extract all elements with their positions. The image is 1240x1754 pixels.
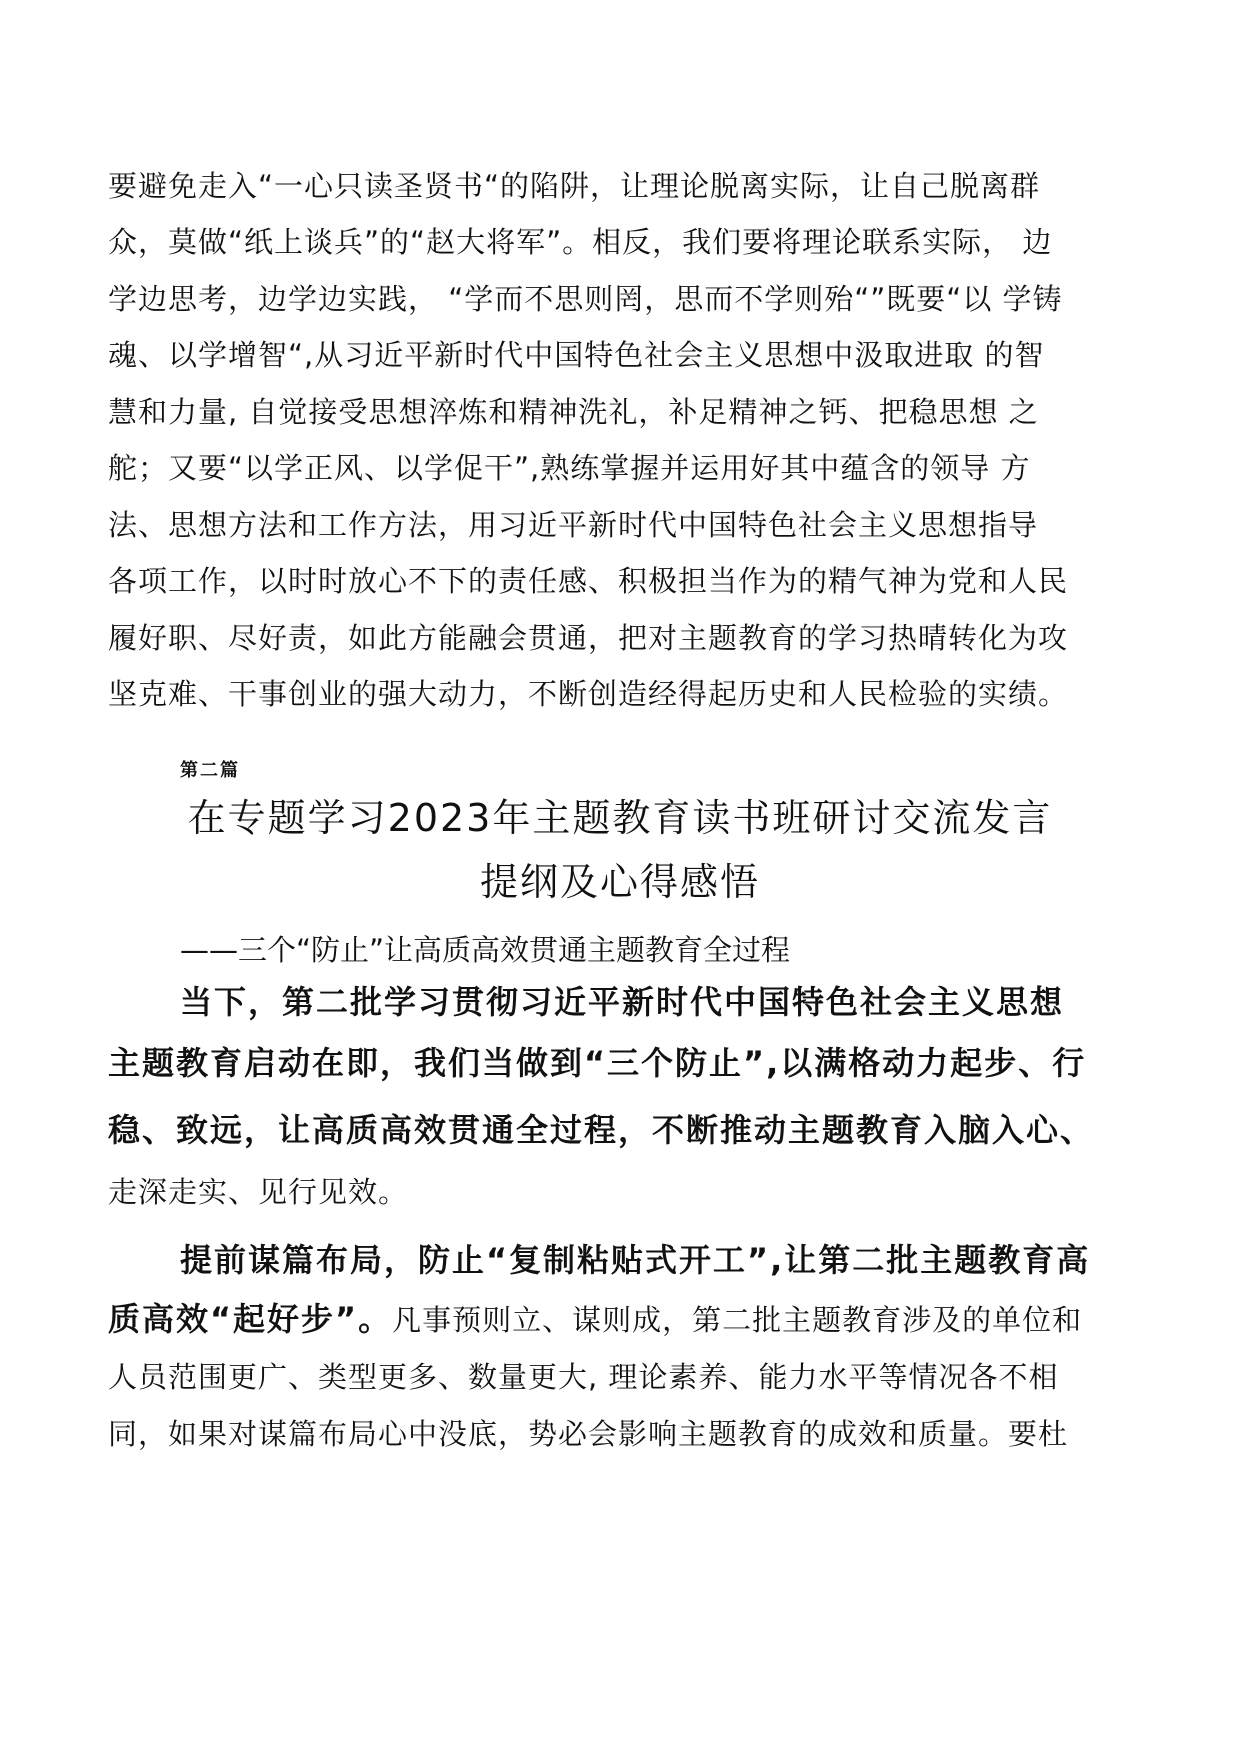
paragraph-line: 要避免走入“一心只读圣贤书“的陷阱，让理论脱离实际，让自己脱离群 [108,169,1041,203]
paragraph-line: 舵；又要“以学正风、以学促干”,熟练掌握并运用好其中蕴含的领导 方 [108,451,1031,485]
document-title-line-2: 提纲及心得感悟 [479,860,760,904]
section2-line: 人员范围更广、类型更多、数量更大, 理论素养、能力水平等情况各不相 [108,1360,1059,1394]
section2-text: 凡事预则立、谋则成，第二批主题教育涉及的单位和 [392,1303,1083,1337]
paragraph-line: 法、思想方法和工作方法，用习近平新时代中国特色社会主义思想指导 [108,508,1039,542]
intro-line-last: 走深走实、见行见效。 [108,1175,409,1209]
paragraph-line: 履好职、尽好责，如此方能融会贯通，把对主题教育的学习热晴转化为攻 [108,621,1069,655]
intro-line: 稳、致远，让高质高效贯通全过程，不断推动主题教育入脑入心、 [108,1111,1095,1149]
section2-heading-end: 质高效“起好步”。 [108,1300,393,1338]
document-title-line-1: 在专题学习2023年主题教育读书班研讨交流发言 [187,796,1053,840]
section-label: 第二篇 [180,760,240,781]
intro-line: 主题教育启动在即，我们当做到“三个防止”,以满格动力起步、行 [108,1044,1087,1082]
paragraph-line: 学边思考，边学边实践， “学而不思则罔，思而不学则殆“”既要“以 学铸 [108,282,1063,316]
paragraph-line: 坚克难、干事创业的强大动力，不断创造经得起历史和人民检验的实绩。 [108,677,1069,711]
intro-line: 当下，第二批学习贯彻习近平新时代中国特色社会主义思想 [180,983,1065,1021]
section2-line: 同，如果对谋篇布局心中没底，势必会影响主题教育的成效和质量。要杜 [108,1417,1069,1451]
paragraph-line: 众，莫做“纸上谈兵”的“赵大将军”。相反，我们要将理论联系实际， 边 [108,225,1053,259]
section2-line [108,1299,1082,1340]
section2-heading-line: 提前谋篇布局，防止“复制粘贴式开工”,让第二批主题教育高 [180,1241,1091,1279]
paragraph-line: 慧和力量, 自觉接受思想淬炼和精神洗礼，补足精神之钙、把稳思想 之 [108,395,1039,429]
document-subtitle: ——三个“防止”让高质高效贯通主题教育全过程 [180,933,791,967]
paragraph-line: 各项工作，以时时放心不下的责任感、积极担当作为的精气神为党和人民 [108,564,1069,598]
paragraph-line: 魂、以学增智“,从习近平新时代中国特色社会主义思想中汲取进取 的智 [108,338,1045,372]
